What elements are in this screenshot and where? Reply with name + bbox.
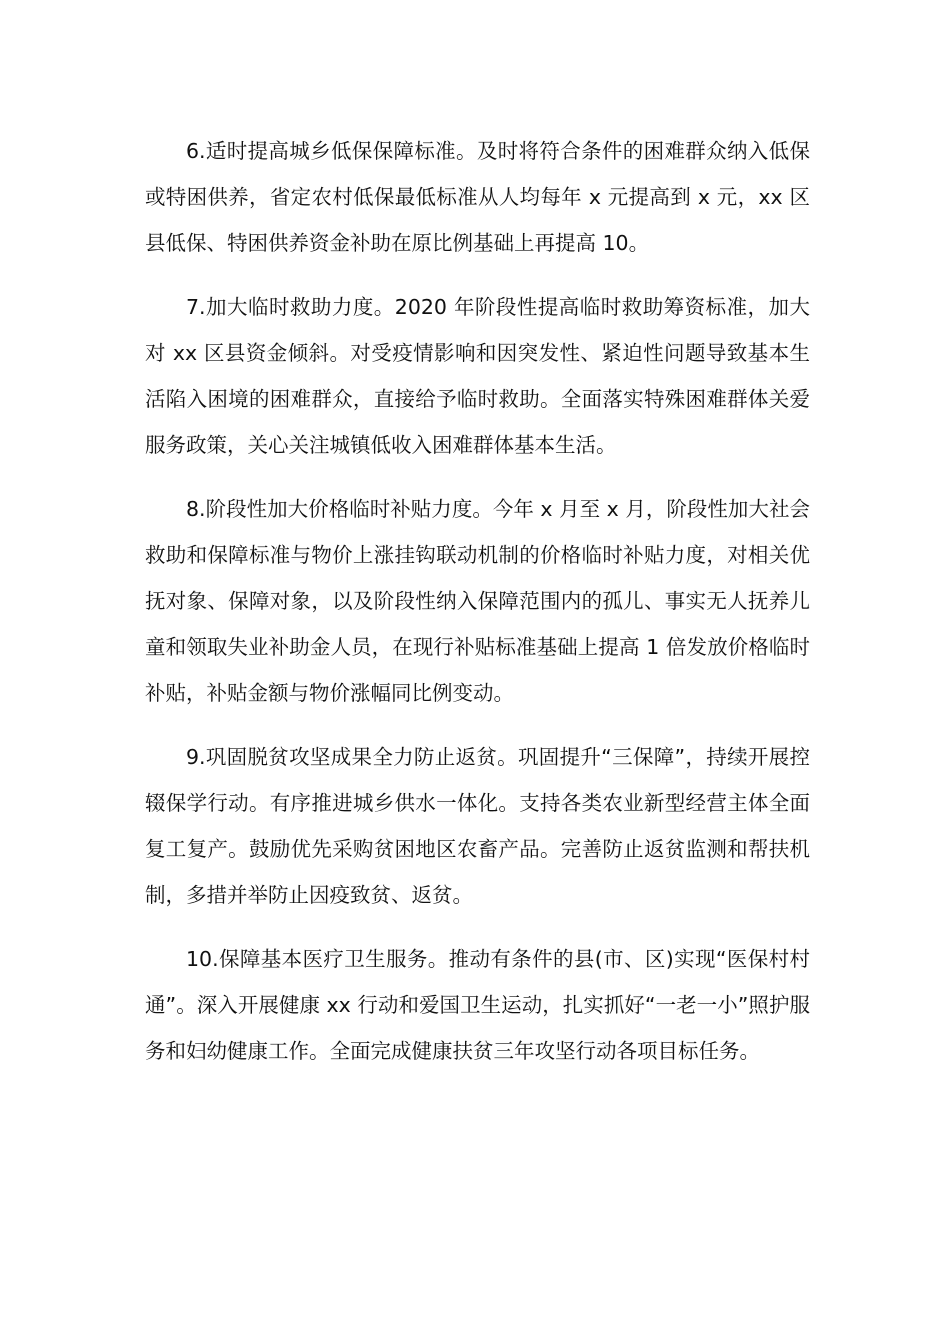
paragraph-8: 8.阶段性加大价格临时补贴力度。今年 x 月至 x 月，阶段性加大社会救助和保障标准与物价上涨挂钩联动机制的价格临时补贴力度，对相关优抚对象、保障对象，以及阶段性纳入保障范围内的孤儿、事实无人抚养儿童和领取失业补助金人员，在现行补贴标准基础上提高 1 倍发放价格临时补贴，补贴金额与物价涨幅同比例变动。 bbox=[145, 497, 810, 705]
paragraph-7: 7.加大临时救助力度。2020 年阶段性提高临时救助筹资标准，加大对 xx 区县资金倾斜。对受疫情影响和因突发性、紧迫性问题导致基本生活陷入困境的困难群众，直接给予临时救助。全面落实特殊困难群体关爱服务政策，关心关注城镇低收入困难群体基本生活。 bbox=[145, 295, 810, 457]
paragraph-6: 6.适时提高城乡低保保障标准。及时将符合条件的困难群众纳入低保或特困供养，省定农村低保最低标准从人均每年 x 元提高到 x 元，xx 区县低保、特困供养资金补助在原比例基础上再提高 10。 bbox=[145, 139, 810, 255]
document-body bbox=[145, 128, 810, 1092]
paragraph-10: 10.保障基本医疗卫生服务。推动有条件的县(市、区)实现“医保村村通”。深入开展健康 xx 行动和爱国卫生运动，扎实抓好“一老一小”照护服务和妇幼健康工作。全面完成健康扶贫三年攻坚行动各项目标任务。 bbox=[145, 947, 810, 1063]
paragraph-9: 9.巩固脱贫攻坚成果全力防止返贫。巩固提升“三保障”，持续开展控辍保学行动。有序推进城乡供水一体化。支持各类农业新型经营主体全面复工复产。鼓励优先采购贫困地区农畜产品。完善防止返贫监测和帮扶机制，多措并举防止因疫致贫、返贫。 bbox=[145, 745, 810, 907]
